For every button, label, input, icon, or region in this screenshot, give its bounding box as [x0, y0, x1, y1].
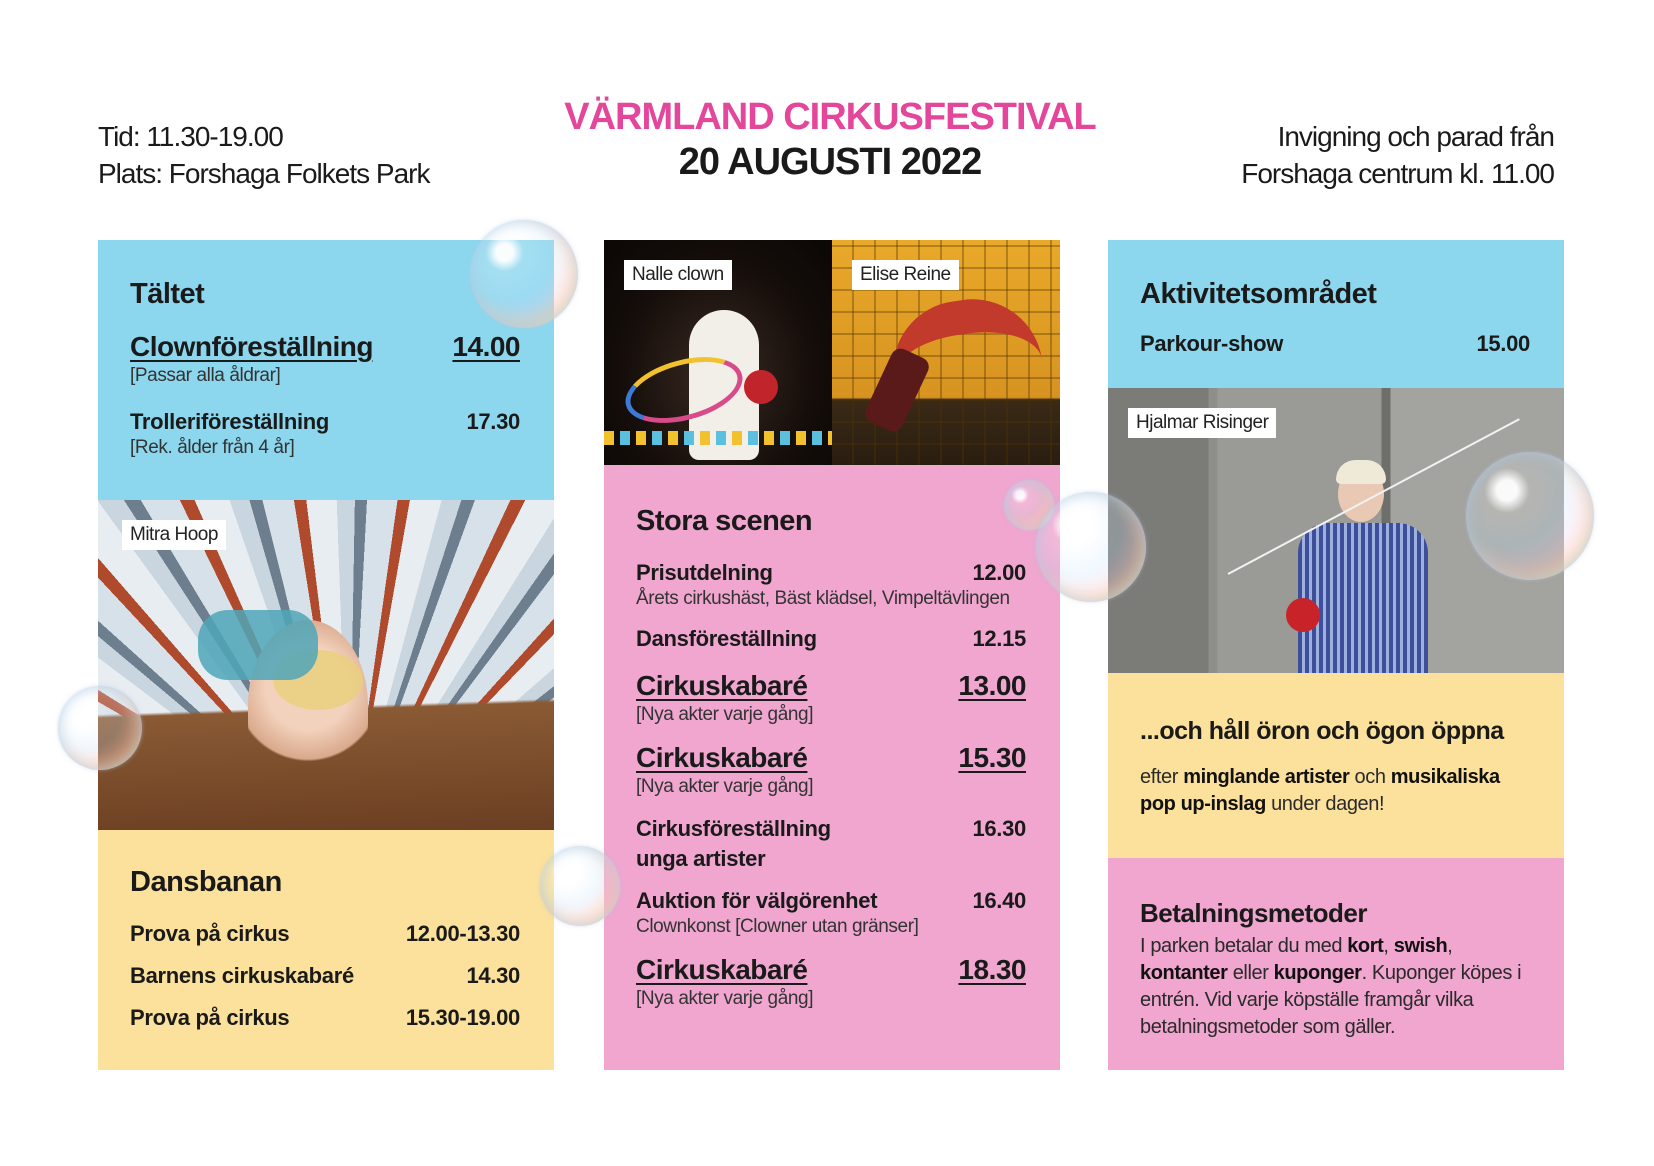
diabolo	[1286, 598, 1320, 632]
event-name: Auktion för välgörenhet	[636, 888, 878, 913]
text-bold: kuponger	[1273, 962, 1362, 984]
event-time: Tid: 11.30-19.00	[98, 121, 283, 152]
parade-line-2: Forshaga centrum kl. 11.00	[1241, 158, 1554, 189]
text-run: eller	[1227, 962, 1274, 984]
aktivitet-title: Aktivitetsområdet	[1140, 278, 1377, 310]
event-time: 15.30	[958, 742, 1026, 773]
event-time: 12.15	[972, 626, 1026, 651]
event-note: [Nya akter varje gång]	[636, 988, 814, 1009]
text-run: I parken betalar du med	[1140, 935, 1348, 957]
stora-scenen-title: Stora scenen	[636, 505, 813, 537]
text-run: under dagen!	[1265, 793, 1385, 815]
schedule-item	[130, 921, 520, 947]
event-time: 12.00-13.30	[405, 921, 520, 946]
schedule-item	[636, 742, 1026, 774]
photo-caption: Hjalmar Risinger	[1128, 408, 1276, 438]
text-bold: kort	[1347, 935, 1384, 957]
person-shirt	[1298, 523, 1428, 673]
person-hair	[1336, 460, 1386, 484]
schedule-item	[130, 409, 520, 435]
event-info	[98, 118, 429, 192]
photo-caption: Elise Reine	[852, 260, 959, 290]
elise-reine-photo	[832, 240, 1060, 465]
oppna-text	[1140, 764, 1534, 818]
event-note: Årets cirkushäst, Bäst klädsel, Vimpeltävlingen	[636, 588, 1010, 609]
event-time: 18.30	[958, 954, 1026, 985]
event-time: 13.00	[958, 670, 1026, 701]
event-note: [Nya akter varje gång]	[636, 776, 814, 797]
event-name: Parkour-show	[1140, 331, 1284, 356]
event-time: 14.00	[452, 331, 520, 362]
photo-caption: Nalle clown	[624, 260, 732, 290]
event-name: Cirkuskabaré	[636, 954, 808, 985]
text-run: efter	[1140, 766, 1184, 788]
event-note: [Nya akter varje gång]	[636, 704, 814, 725]
schedule-item	[636, 626, 1026, 652]
text-run: ,	[1383, 935, 1394, 957]
event-note: [Passar alla åldrar]	[130, 365, 281, 386]
event-time: 17.30	[466, 409, 520, 434]
text-bold: musikaliska pop up-inslag	[1140, 766, 1500, 815]
nalle-clown-photo	[604, 240, 832, 465]
oppna-panel	[1108, 673, 1564, 858]
text-run: och	[1349, 766, 1391, 788]
schedule-item	[636, 670, 1026, 702]
stora-scenen-panel	[604, 465, 1060, 1070]
event-time: 16.30	[972, 816, 1026, 841]
schedule-item	[636, 560, 1026, 586]
event-time: 12.00	[972, 560, 1026, 585]
betalning-text	[1140, 933, 1534, 1041]
event-time: 15.00	[1476, 331, 1530, 356]
event-name: Barnens cirkuskabaré	[130, 963, 354, 988]
event-name: Dansföreställning	[636, 626, 817, 651]
bubble-decoration	[1036, 492, 1146, 602]
schedule-item	[636, 888, 1026, 914]
dansbanan-panel	[98, 830, 554, 1070]
text-bold: swish	[1393, 935, 1448, 957]
bubble-decoration	[58, 686, 142, 770]
event-name: Cirkuskabaré	[636, 742, 808, 773]
schedule-item	[130, 1005, 520, 1031]
event-time: 16.40	[972, 888, 1026, 913]
dansbanan-title: Dansbanan	[130, 866, 282, 898]
betalning-panel	[1108, 858, 1564, 1070]
event-name: Prova på cirkus	[130, 1005, 290, 1030]
festival-header	[560, 96, 1100, 184]
text-run: . Kuponger köpes i entrén. Vid varje köpställe framgår vilka betalningsmetoder som gäller.	[1140, 962, 1522, 1038]
festival-date: 20 AUGUSTI 2022	[678, 141, 982, 183]
clown-hoop	[744, 370, 778, 404]
performer-costume	[198, 610, 318, 680]
schedule-item	[130, 963, 520, 989]
event-note: Clownkonst [Clowner utan gränser]	[636, 916, 919, 937]
event-name: Cirkuskabaré	[636, 670, 808, 701]
schedule-item	[636, 816, 1026, 842]
festival-title: VÄRMLAND CIRKUSFESTIVAL	[564, 96, 1096, 138]
event-time: 15.30-19.00	[405, 1005, 520, 1030]
event-name: Clownföreställning	[130, 331, 373, 362]
event-name: Trolleriföreställning	[130, 409, 330, 434]
event-place: Plats: Forshaga Folkets Park	[98, 158, 430, 189]
taltet-title: Tältet	[130, 278, 205, 310]
text-run: ,	[1447, 935, 1453, 957]
bubble-decoration	[470, 220, 578, 328]
event-time: 14.30	[466, 963, 520, 988]
schedule-item	[1140, 331, 1530, 357]
betalning-title: Betalningsmetoder	[1140, 898, 1367, 928]
oppna-title: ...och håll öron och ögon öppna	[1140, 717, 1504, 745]
event-name: Cirkusföreställning	[636, 816, 831, 841]
event-name: Prova på cirkus	[130, 921, 290, 946]
schedule-item	[130, 331, 520, 363]
event-name-line-2: unga artister	[636, 846, 766, 871]
text-bold: minglande artister	[1183, 766, 1350, 788]
event-note: [Rek. ålder från 4 år]	[130, 437, 295, 458]
bunting	[604, 431, 832, 445]
mitra-hoop-photo	[98, 500, 554, 830]
text-bold: kontanter	[1140, 962, 1228, 984]
event-name: Prisutdelning	[636, 560, 773, 585]
bubble-decoration	[540, 846, 620, 926]
parade-info	[1241, 118, 1554, 192]
bubble-decoration	[1466, 452, 1594, 580]
schedule-item	[636, 954, 1026, 986]
parade-line-1: Invigning och parad från	[1277, 121, 1554, 152]
aktivitet-panel	[1108, 240, 1564, 388]
photo-caption: Mitra Hoop	[122, 520, 226, 550]
